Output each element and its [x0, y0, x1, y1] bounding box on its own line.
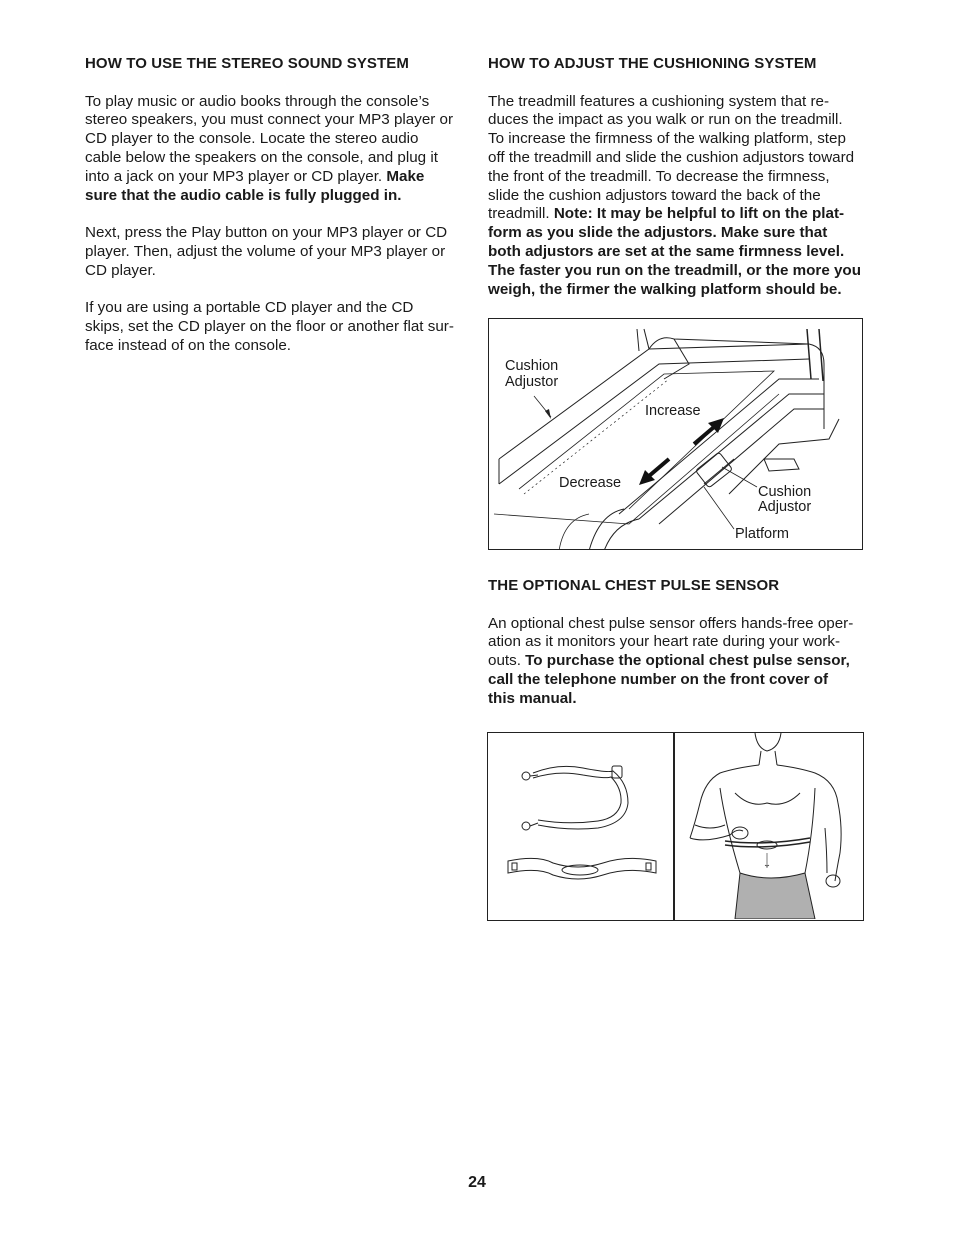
- cushioning-paragraph: [488, 93, 873, 300]
- label-cushion-adjustor-right-2: Adjustor: [758, 499, 812, 515]
- text-line: ation as it monitors your heart rate during your work-: [488, 633, 840, 651]
- text-line: CD player.: [85, 261, 156, 279]
- text-line-bold: sure that the audio cable is fully plugged in.: [85, 186, 402, 204]
- increase-arrow: [694, 418, 724, 444]
- text-line: duces the impact as you walk or run on the treadmill.: [488, 111, 843, 129]
- text-normal: treadmill.: [488, 205, 554, 223]
- cushioning-section: [488, 55, 873, 318]
- text-line: CD player to the console. Locate the stereo audio: [85, 130, 419, 148]
- label-cushion-adjustor-left-1: Cushion: [505, 358, 559, 374]
- text-line: [85, 168, 470, 187]
- text-normal: into a jack on your MP3 player or CD player.: [85, 167, 387, 185]
- text-bold: Note: It may be helpful to lift on the plat-: [553, 205, 845, 223]
- text-line: To play music or audio books through the console’s: [85, 92, 430, 110]
- cushioning-heading: HOW TO ADJUST THE CUSHIONING SYSTEM: [488, 55, 817, 72]
- chest-strap-illustration: [488, 733, 673, 919]
- text-normal: outs.: [488, 652, 526, 670]
- stereo-section: [85, 55, 470, 375]
- text-line-bold: both adjustors are set at the same firmness level.: [488, 242, 845, 260]
- label-cushion-adjustor-right-1: Cushion: [758, 484, 812, 500]
- label-increase: Increase: [645, 403, 701, 419]
- text-line: the front of the treadmill. To decrease the firmness,: [488, 167, 830, 185]
- text-line: [488, 652, 873, 671]
- label-decrease: Decrease: [559, 475, 622, 491]
- text-line-bold: form as you slide the adjustors. Make sure that: [488, 224, 828, 242]
- stereo-paragraph-1: [85, 93, 470, 206]
- text-line-bold: this manual.: [488, 689, 577, 707]
- chest-sensor-heading: THE OPTIONAL CHEST PULSE SENSOR: [488, 577, 780, 594]
- text-line: cable below the speakers on the console, and plug it: [85, 148, 438, 166]
- chest-sensor-paragraph: [488, 615, 873, 709]
- text-line-bold: The faster you run on the treadmill, or the more you: [488, 261, 861, 279]
- text-line: slide the cushion adjustors toward the back of the: [488, 186, 821, 204]
- text-line: Next, press the Play button on your MP3 player or CD: [85, 224, 448, 242]
- text-line-bold: weigh, the firmer the walking platform should be.: [488, 280, 842, 298]
- cushion-adjustor-figure: [488, 318, 863, 550]
- text-line: [488, 205, 873, 224]
- chest-sensor-section: [488, 577, 873, 727]
- person-wearing-strap-illustration: [675, 733, 864, 919]
- chest-sensor-figure: [487, 732, 864, 921]
- treadmill-illustration: [489, 319, 863, 550]
- stereo-paragraph-2: [85, 224, 470, 280]
- decrease-arrow: [639, 459, 669, 485]
- text-bold: To purchase the optional chest pulse sensor,: [525, 652, 850, 670]
- text-line-bold: call the telephone number on the front cover of: [488, 670, 829, 688]
- stereo-paragraph-3: [85, 299, 470, 355]
- text-line: To increase the firmness of the walking platform, step: [488, 130, 846, 148]
- text-line: player. Then, adjust the volume of your MP3 player or: [85, 242, 446, 260]
- page-number: 24: [468, 1174, 486, 1191]
- text-line: If you are using a portable CD player and the CD: [85, 299, 414, 317]
- label-platform: Platform: [735, 526, 789, 542]
- text-line: off the treadmill and slide the cushion adjustors toward: [488, 148, 855, 166]
- text-line: stereo speakers, you must connect your MP3 player or: [85, 111, 454, 129]
- text-bold: Make: [386, 167, 425, 185]
- stereo-heading: HOW TO USE THE STEREO SOUND SYSTEM: [85, 55, 409, 72]
- text-line: The treadmill features a cushioning system that re-: [488, 92, 830, 110]
- text-line: skips, set the CD player on the floor or another flat sur-: [85, 318, 454, 336]
- text-line: face instead of on the console.: [85, 336, 292, 354]
- text-line: An optional chest pulse sensor offers hands-free oper-: [488, 614, 854, 632]
- label-cushion-adjustor-left-2: Adjustor: [505, 374, 559, 390]
